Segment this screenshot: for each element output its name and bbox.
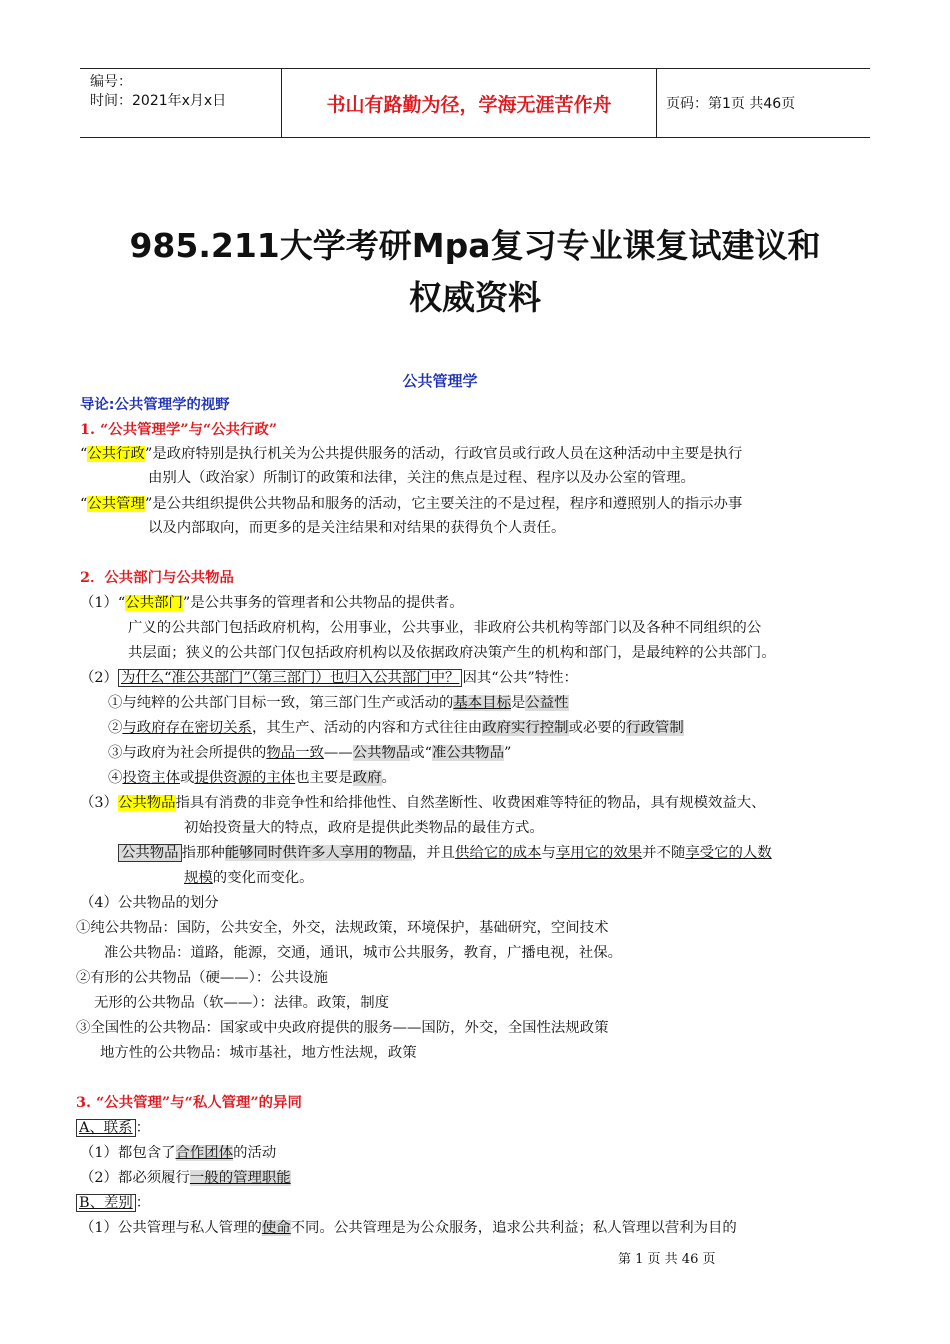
subsection-a — [76, 1118, 150, 1138]
section-3-heading: 3. “公共管理”与“私人管理”的异同 — [76, 1094, 302, 1111]
header-page-info: 页码：第1页 共46页 — [666, 96, 796, 112]
text: 是 — [510, 695, 526, 711]
list-item — [108, 768, 396, 788]
intro-heading: 导论:公共管理学的视野 — [80, 397, 230, 413]
list-item — [108, 743, 511, 763]
division-line: ①纯公共物品：国防，公共安全，外交，法规政策，环境保护，基础研究，空间技术 — [76, 920, 609, 936]
number-label: 编号： — [90, 74, 132, 90]
boxed-question: 为什么“准公共部门”（第三部门）也归入公共部门中？ — [118, 669, 463, 687]
item-text: ”是公共事务的管理者和公共物品的提供者。 — [182, 595, 464, 611]
document-title — [60, 220, 890, 324]
text: ，并且 — [411, 845, 456, 861]
term-public-administration: 公共行政 — [87, 446, 145, 462]
text: 的变化而变化。 — [212, 870, 314, 886]
text: ，其生产、活动的内容和方式往往由 — [251, 720, 483, 736]
paragraph-line: 由别人（政治家）所制订的政策和法律，关注的焦点是过程、程序以及办公室的管理。 — [148, 470, 695, 486]
list-item — [108, 718, 684, 738]
underlined-text: 物品一致 — [266, 745, 324, 761]
text: 或“ — [410, 745, 432, 761]
highlighted-text: 政府实行控制 — [482, 720, 569, 736]
text: （1）公共管理与私人管理的 — [80, 1220, 262, 1236]
text: 并不随 — [642, 845, 686, 861]
text: 也主要是 — [295, 770, 353, 786]
highlighted-text: 能够同时供许多人享用的物品 — [224, 845, 412, 861]
item-text: 因其“公共”特性： — [462, 670, 578, 686]
item-prefix: （2） — [80, 670, 118, 686]
highlighted-text: 一般的管理职能 — [189, 1170, 291, 1186]
paragraph-line: 以及内部取向，而更多的是关注结果和对结果的获得负个人责任。 — [148, 520, 566, 536]
quote-mark: “ — [80, 446, 88, 462]
term-public-sector: 公共部门 — [125, 595, 183, 611]
item-public-sector — [80, 593, 464, 613]
paragraph-text: ”是公共组织提供公共物品和服务的活动，它主要关注的不是过程，程序和遵照别人的指示办事 — [144, 496, 743, 512]
paragraph-public-management — [80, 494, 742, 514]
text: 。 — [381, 770, 396, 786]
paragraph-line — [184, 868, 314, 888]
text: ② — [108, 720, 123, 736]
term-public-management: 公共管理 — [87, 496, 145, 512]
section-2-heading: 2．公共部门与公共物品 — [80, 569, 234, 586]
underlined-text: 享受它的人数 — [685, 845, 772, 861]
text: 指那种 — [181, 845, 225, 861]
text: ④ — [108, 770, 123, 786]
highlighted-text: 使命 — [261, 1220, 291, 1236]
subject-heading: 公共管理学 — [402, 372, 478, 390]
page-footer: 第 1 页 共 46 页 — [618, 1252, 716, 1267]
highlighted-text: 基本目标 — [453, 695, 511, 711]
date-label: 时间：2021年x月x日 — [90, 93, 227, 109]
term-public-goods: 公共物品 — [117, 795, 176, 811]
boxed-label: A、联系 — [76, 1119, 136, 1137]
underlined-text: 供给它的成本 — [455, 845, 542, 861]
item-text: 指具有消费的非竞争性和给排他性、自然垄断性、收费困难等特征的物品，具有规模效益大、 — [175, 795, 766, 811]
paragraph-text: ”是政府特别是执行机关为公共提供服务的活动，行政官员或行政人员在这种活动中主要是执行 — [144, 446, 743, 462]
text: ③与政府为社会所提供的 — [108, 745, 267, 761]
list-item — [108, 693, 569, 713]
item-quasi-public-sector — [80, 668, 578, 688]
boxed-term: 公共物品 — [118, 844, 182, 862]
list-item — [80, 1143, 276, 1163]
division-line: 地方性的公共物品：城市基社，地方性法规，政策 — [100, 1045, 417, 1061]
text: ： — [135, 1195, 151, 1211]
highlighted-text: 公共物品 — [352, 745, 411, 761]
underlined-text: 规模 — [184, 870, 213, 886]
underlined-text: 与政府存在密切关系 — [122, 720, 252, 736]
list-item — [80, 1218, 737, 1238]
division-line: ③全国性的公共物品：国家或中央政府提供的服务——国防，外交，全国性法规政策 — [76, 1020, 609, 1036]
text: （2）都必须履行 — [80, 1170, 190, 1186]
item-division: （4）公共物品的划分 — [80, 895, 219, 911]
division-line: ②有形的公共物品（硬——）：公共设施 — [76, 970, 328, 986]
section-1-heading: 1. “公共管理学”与“公共行政” — [80, 421, 278, 438]
underlined-text: 投资主体 — [122, 770, 180, 786]
paragraph-line: 共层面；狭义的公共部门仅包括政府机构以及依据政府决策产生的机构和部门，是最纯粹的公共部门。 — [128, 645, 776, 661]
highlighted-text: 行政管制 — [626, 720, 684, 736]
header-motto: 书山有路勤为径，学海无涯苦作舟 — [282, 69, 657, 137]
paragraph-line: 广义的公共部门包括政府机构，公用事业，公共事业，非政府公共机构等部门以及各种不同组织的公 — [128, 620, 762, 636]
text: ①与纯粹的公共部门目标一致，第三部门生产或活动的 — [108, 695, 454, 711]
text: 不同。公共管理是为公众服务，追求公共利益；私人管理以营利为目的 — [290, 1220, 737, 1236]
division-line: 无形的公共物品（软——）：法律。政策，制度 — [94, 995, 390, 1011]
text: ： — [135, 1120, 150, 1136]
text: 或必要的 — [568, 720, 627, 736]
highlighted-text: 政府 — [352, 770, 382, 786]
header-table — [80, 68, 870, 138]
item-prefix: （1）“ — [80, 595, 126, 611]
division-line: 准公共物品：道路，能源，交通，通讯，城市公共服务，教育，广播电视，社保。 — [104, 945, 623, 961]
boxed-label: B、差别 — [76, 1194, 136, 1212]
highlighted-text: 合作团体 — [175, 1145, 234, 1161]
text: ” — [503, 745, 512, 761]
text: （1）都包含了 — [80, 1145, 176, 1161]
highlighted-text: 准公共物品 — [432, 745, 504, 761]
subsection-b — [76, 1193, 150, 1213]
title-line-1: 985.211大学考研Mpa复习专业课复试建议和 — [129, 226, 821, 265]
item-public-goods — [80, 793, 766, 813]
item-prefix: （3） — [80, 795, 118, 811]
text: 与 — [541, 845, 556, 861]
text: 或 — [179, 770, 195, 786]
highlighted-text: 公益性 — [525, 695, 569, 711]
public-goods-definition — [118, 843, 772, 863]
title-line-2: 权威资料 — [409, 278, 541, 317]
quote-mark: “ — [80, 496, 88, 512]
list-item — [80, 1168, 291, 1188]
underlined-text: 享用它的效果 — [555, 845, 643, 861]
text: 的活动 — [233, 1145, 277, 1161]
text: —— — [323, 745, 353, 761]
header-meta — [80, 69, 282, 137]
paragraph-public-administration — [80, 444, 742, 464]
paragraph-line: 初始投资量大的特点，政府是提供此类物品的最佳方式。 — [184, 820, 544, 836]
underlined-text: 提供资源的主体 — [194, 770, 296, 786]
